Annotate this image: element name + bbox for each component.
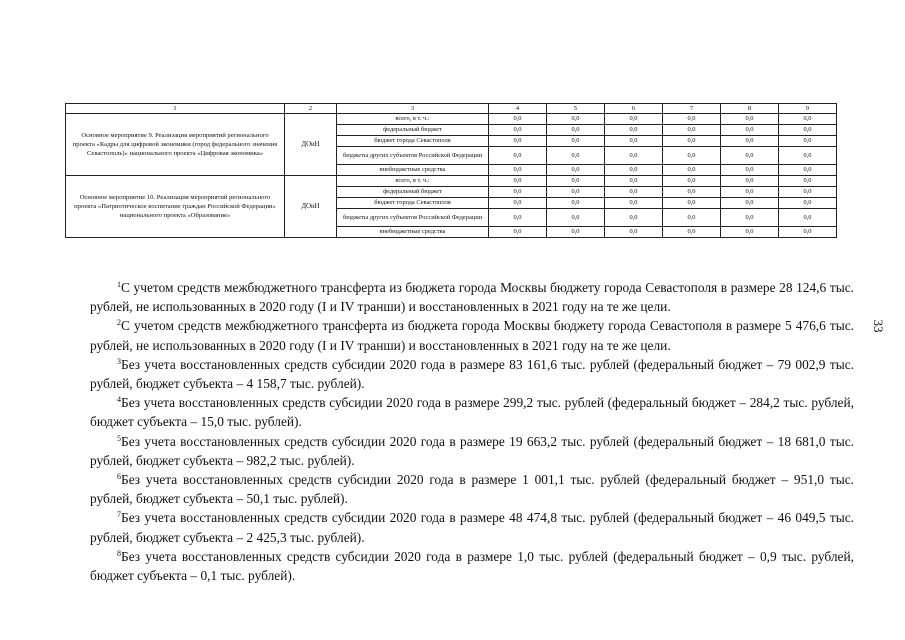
column-header: 9: [779, 104, 837, 114]
footnote-number: 7: [117, 510, 121, 520]
table-cell: 0,0: [547, 147, 605, 165]
table-cell: 0,0: [489, 147, 547, 165]
footnote-text: Без учета восстановленных средств субсидии 2020 года в размере 19 663,2 тыс. рублей (федеральный бюджет – 18 681,0 тыс. рублей, бюджет субъекта – 982,2 тыс. рублей).: [90, 433, 854, 468]
table-cell: 0,0: [547, 136, 605, 147]
funding-source: бюджет города Севастополя: [337, 198, 489, 209]
footnote-number: 4: [117, 395, 121, 405]
footnote-text: Без учета восстановленных средств субсидии 2020 года в размере 1 001,1 тыс. рублей (федеральный бюджет – 951,0 тыс. рублей, бюджет субъекта – 50,1 тыс. рублей).: [90, 472, 854, 507]
footnote-number: 2: [117, 318, 121, 328]
table-cell: 0,0: [779, 209, 837, 227]
table-cell: 0,0: [779, 198, 837, 209]
funding-source: всего, в т. ч.:: [337, 176, 489, 187]
table-cell: 0,0: [721, 165, 779, 176]
table-row: [66, 176, 837, 187]
table-cell: 0,0: [605, 114, 663, 125]
activity-description: Основное мероприятие 9. Реализация мероприятий регионального проекта «Кадры для цифровой экономики (город федерального значения Севастополь)» национального проекта «Цифровая экономика»: [66, 114, 285, 176]
footnote: [90, 470, 854, 508]
footnote: [90, 355, 854, 393]
funding-source: федеральный бюджет: [337, 125, 489, 136]
table-cell: 0,0: [779, 227, 837, 238]
table-cell: 0,0: [779, 147, 837, 165]
table-cell: 0,0: [663, 125, 721, 136]
footnote-number: 8: [117, 548, 121, 558]
table-cell: 0,0: [547, 209, 605, 227]
funding-source: всего, в т. ч.:: [337, 114, 489, 125]
footnote: [90, 508, 854, 546]
table-cell: 0,0: [663, 198, 721, 209]
responsible-executor: ДОиН: [285, 114, 337, 176]
table-cell: 0,0: [489, 227, 547, 238]
budget-table: [65, 103, 837, 238]
footnote: [90, 316, 854, 354]
table-cell: 0,0: [721, 187, 779, 198]
table-cell: 0,0: [721, 227, 779, 238]
funding-source: федеральный бюджет: [337, 187, 489, 198]
column-header: 8: [721, 104, 779, 114]
table-cell: 0,0: [547, 165, 605, 176]
table-cell: 0,0: [547, 198, 605, 209]
table-cell: 0,0: [605, 125, 663, 136]
footnote-text: Без учета восстановленных средств субсидии 2020 года в размере 1,0 тыс. рублей (федеральный бюджет – 0,9 тыс. рублей, бюджет субъекта – 0,1 тыс. рублей).: [90, 548, 854, 584]
table-cell: 0,0: [489, 114, 547, 125]
table-cell: 0,0: [663, 176, 721, 187]
table-cell: 0,0: [663, 136, 721, 147]
table-cell: 0,0: [489, 165, 547, 176]
table-cell: 0,0: [663, 165, 721, 176]
table-cell: 0,0: [721, 209, 779, 227]
footnote-text: Без учета восстановленных средств субсидии 2020 года в размере 299,2 тыс. рублей (федеральный бюджет – 284,2 тыс. рублей, бюджет субъекта – 15,0 тыс. рублей).: [90, 395, 854, 430]
footnote: [90, 547, 854, 585]
page-number: 33: [871, 319, 886, 333]
table-header-row: [66, 104, 837, 114]
footnote: [90, 278, 854, 316]
table-cell: 0,0: [721, 136, 779, 147]
table-cell: 0,0: [489, 209, 547, 227]
table-cell: 0,0: [605, 176, 663, 187]
table-cell: 0,0: [547, 227, 605, 238]
footnote-number: 6: [117, 472, 121, 482]
table-cell: 0,0: [721, 147, 779, 165]
table-cell: 0,0: [779, 114, 837, 125]
table-cell: 0,0: [547, 125, 605, 136]
table-cell: 0,0: [779, 136, 837, 147]
table-cell: 0,0: [605, 187, 663, 198]
table-cell: 0,0: [605, 209, 663, 227]
table-cell: 0,0: [663, 209, 721, 227]
column-header: 7: [663, 104, 721, 114]
table-cell: 0,0: [721, 198, 779, 209]
table-row: [66, 114, 837, 125]
column-header: 1: [66, 104, 285, 114]
column-header: 6: [605, 104, 663, 114]
funding-source: бюджеты других субъектов Российской Федерации: [337, 209, 489, 227]
footnote: [90, 393, 854, 431]
funding-source: внебюджетные средства: [337, 227, 489, 238]
table-cell: 0,0: [489, 187, 547, 198]
table-cell: 0,0: [547, 187, 605, 198]
table-cell: 0,0: [721, 125, 779, 136]
footnote-number: 5: [117, 433, 121, 443]
table-cell: 0,0: [779, 187, 837, 198]
column-header: 2: [285, 104, 337, 114]
table-cell: 0,0: [779, 125, 837, 136]
table-cell: 0,0: [779, 165, 837, 176]
footnote-number: 3: [117, 356, 121, 366]
footnote-text: Без учета восстановленных средств субсидии 2020 года в размере 83 161,6 тыс. рублей (федеральный бюджет – 79 002,9 тыс. рублей, бюджет субъекта – 4 158,7 тыс. рублей).: [90, 356, 854, 392]
table-cell: 0,0: [721, 176, 779, 187]
footnotes: [90, 278, 854, 585]
column-header: 3: [337, 104, 489, 114]
funding-source: внебюджетные средства: [337, 165, 489, 176]
table-cell: 0,0: [605, 165, 663, 176]
column-header: 5: [547, 104, 605, 114]
activity-description: Основное мероприятие 10. Реализация мероприятий регионального проекта «Патриотическое воспитание граждан Российской Федерации» национального проекта «Образование»: [66, 176, 285, 238]
funding-source: бюджет города Севастополя: [337, 136, 489, 147]
footnote: [90, 432, 854, 470]
table-cell: 0,0: [663, 227, 721, 238]
table-cell: 0,0: [779, 176, 837, 187]
footnote-text: С учетом средств межбюджетного трансферта из бюджета города Москвы бюджету города Севастополя в размере 28 124,6 тыс. рублей, не использованных в 2020 году (I и IV транши) и восстановленных в 2021 году на те же цели.: [90, 280, 854, 315]
table-cell: 0,0: [547, 114, 605, 125]
funding-source: бюджеты других субъектов Российской Федерации: [337, 147, 489, 165]
table-cell: 0,0: [663, 114, 721, 125]
table-cell: 0,0: [489, 198, 547, 209]
table-cell: 0,0: [663, 147, 721, 165]
table-cell: 0,0: [605, 198, 663, 209]
footnote-number: 1: [117, 280, 121, 289]
table-cell: 0,0: [489, 125, 547, 136]
table-cell: 0,0: [547, 176, 605, 187]
table-cell: 0,0: [605, 227, 663, 238]
table-cell: 0,0: [489, 136, 547, 147]
footnote-text: Без учета восстановленных средств субсидии 2020 года в размере 48 474,8 тыс. рублей (федеральный бюджет – 46 049,5 тыс. рублей, бюджет субъекта – 2 425,3 тыс. рублей).: [90, 510, 854, 545]
table-cell: 0,0: [605, 136, 663, 147]
table-cell: 0,0: [663, 187, 721, 198]
table-cell: 0,0: [721, 114, 779, 125]
column-header: 4: [489, 104, 547, 114]
table-cell: 0,0: [489, 176, 547, 187]
footnote-text: С учетом средств межбюджетного трансферта из бюджета города Москвы бюджету города Севастополя в размере 5 476,6 тыс. рублей, не использованных в 2020 году (I и IV транши) и восстановленных в 2021 году на те же цели.: [90, 318, 854, 353]
table-cell: 0,0: [605, 147, 663, 165]
responsible-executor: ДОиН: [285, 176, 337, 238]
